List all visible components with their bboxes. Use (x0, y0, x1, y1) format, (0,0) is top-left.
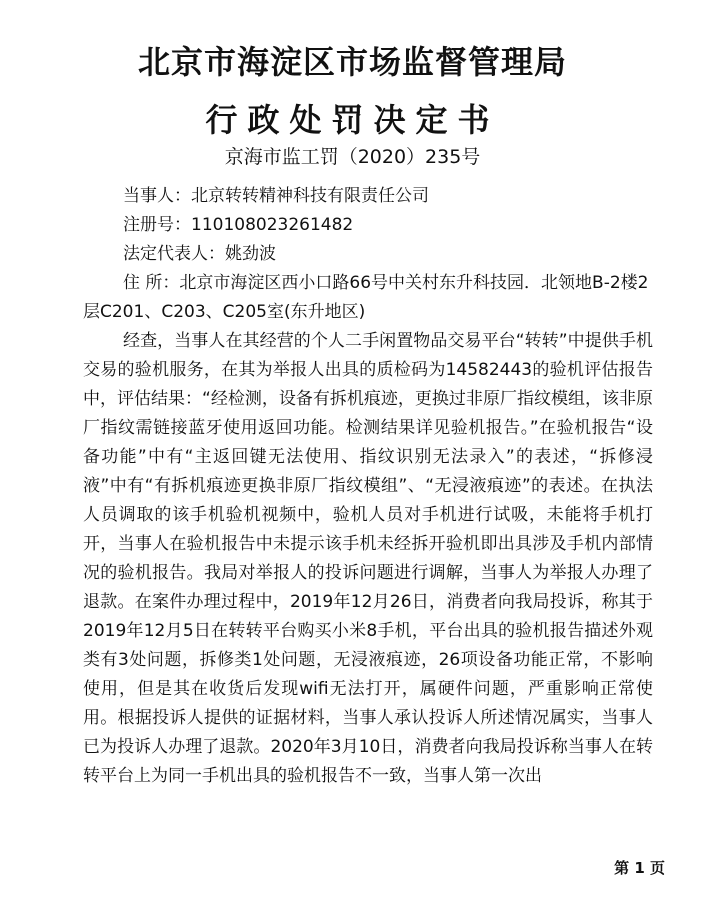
registration-number-line: 注册号：110108023261482 (123, 215, 354, 235)
page-number: 第 1 页 (614, 859, 665, 877)
legal-representative-line: 法定代表人：姚劲波 (123, 244, 276, 264)
document-body (83, 182, 653, 791)
issuing-organization-title: 北京市海淀区市场监督管理局 (137, 43, 567, 81)
address-paragraph: 住 所：北京市海淀区西小口路66号中关村东升科技园．北领地B-2楼2层C201、C203、C205室(东升地区) (83, 273, 649, 322)
party-name-line: 当事人：北京转转精神科技有限责任公司 (123, 186, 429, 206)
document-number: 京海市监工罚（2020）235号 (224, 146, 481, 168)
document-type-title: 行政处罚决定书 (205, 101, 500, 139)
investigation-narrative-paragraph: 经查，当事人在其经营的个人二手闲置物品交易平台“转转”中提供手机交易的验机服务，在其为举报人出具的质检码为14582443的验机评估报告中，评估结果：“经检测，设备有拆机痕迹，更换过非原厂指纹模组，该非原厂指纹需链接蓝牙使用返回功能。检测结果详见验机报告。”在验机报告“设备功能”中有“主返回键无法使用、指纹识别无法录入”的表述，“拆修浸液”中有“有拆机痕迹更换非原厂指纹模组”、“无浸液痕迹”的表述。在执法人员调取的该手机验机视频中，验机人员对手机进行试吸，未能将手机打开，当事人在验机报告中未提示该手机未经拆开验机即出具涉及手机内部情况的验机报告。我局对举报人的投诉问题进行调解，当事人为举报人办理了退款。在案件办理过程中，2019年12月26日，消费者向我局投诉，称其于2019年12月5日在转转平台购买小米8手机，平台出具的验机报告描述外观类有3处问题，拆修类1处问题，无浸液痕迹，26项设备功能正常，不影响使用，但是其在收货后发现wifi无法打开，属硬件问题，严重影响正常使用。根据投诉人提供的证据材料，当事人承认投诉人所述情况属实，当事人已为投诉人办理了退款。2020年3月10日，消费者向我局投诉称当事人在转转平台上为同一手机出具的验机报告不一致，当事人第一次出 (83, 331, 653, 786)
